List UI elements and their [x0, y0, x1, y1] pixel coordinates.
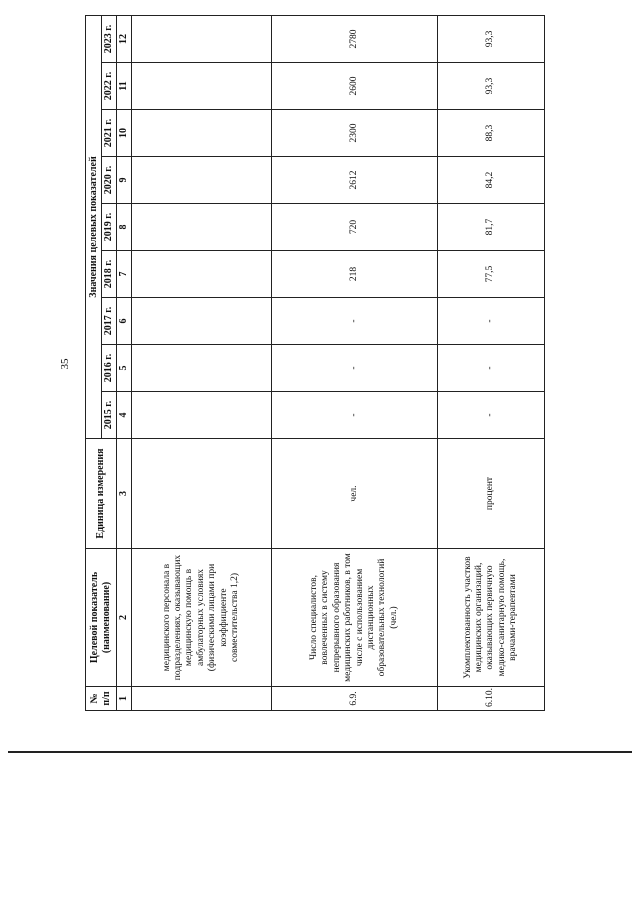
row-value: -: [272, 345, 438, 392]
column-number: 7: [117, 251, 132, 298]
header-year: 2023 г.: [102, 15, 117, 62]
header-year: 2018 г.: [102, 251, 117, 298]
row-value: 93,3: [438, 63, 545, 110]
row-unit: [132, 439, 272, 549]
row-value: 93,3: [438, 15, 545, 62]
row-num: 6.9.: [272, 687, 438, 711]
row-value: 218: [272, 251, 438, 298]
column-number: 1: [117, 687, 132, 711]
row-value: [132, 204, 272, 251]
row-value: 84,2: [438, 157, 545, 204]
row-num: [132, 687, 272, 711]
row-value: [132, 157, 272, 204]
column-number: 3: [117, 439, 132, 549]
column-number: 5: [117, 345, 132, 392]
row-value: -: [438, 392, 545, 439]
header-year: 2021 г.: [102, 110, 117, 157]
row-value: -: [272, 298, 438, 345]
column-number: 6: [117, 298, 132, 345]
row-value: 81,7: [438, 204, 545, 251]
page-number: 35: [59, 358, 71, 370]
row-value: 77,5: [438, 251, 545, 298]
row-value: 2780: [272, 15, 438, 62]
column-number: 11: [117, 63, 132, 110]
row-value: 2300: [272, 110, 438, 157]
row-value: -: [438, 298, 545, 345]
row-value: -: [438, 345, 545, 392]
column-number: 9: [117, 157, 132, 204]
indicators-table: [85, 15, 545, 711]
row-value: 2612: [272, 157, 438, 204]
column-number: 12: [117, 15, 132, 62]
row-value: [132, 15, 272, 62]
column-number: 2: [117, 549, 132, 687]
header-unit: Единица измерения: [86, 439, 117, 549]
rotated-table-container: [85, 16, 540, 711]
row-num: 6.10.: [438, 687, 545, 711]
table-row: [132, 15, 272, 710]
header-year: 2015 г.: [102, 392, 117, 439]
row-indicator-name: Укомплектованность участков медицинских организаций, оказывающих первичную медико-санитарную помощь, врачами-терапевтами: [438, 549, 545, 687]
row-value: [132, 110, 272, 157]
row-value: [132, 298, 272, 345]
header-year: 2022 г.: [102, 63, 117, 110]
table-row: [438, 15, 545, 710]
row-value: [132, 63, 272, 110]
row-unit: чел.: [272, 439, 438, 549]
row-unit: процент: [438, 439, 545, 549]
header-year: 2017 г.: [102, 298, 117, 345]
table-row: [272, 15, 438, 710]
row-value: 2600: [272, 63, 438, 110]
header-values-group: Значения целевых показателей: [86, 15, 102, 438]
row-value: [132, 392, 272, 439]
row-indicator-name: медицинского персонала в подразделениях, оказывающих медицинскую помощь в амбулаторных условиях (физическими лицами при коэффициенте совместительства 1,2): [132, 549, 272, 687]
column-number: 4: [117, 392, 132, 439]
header-year: 2016 г.: [102, 345, 117, 392]
column-number: 8: [117, 204, 132, 251]
row-value: [132, 251, 272, 298]
header-year: 2019 г.: [102, 204, 117, 251]
header-num: № п/п: [86, 687, 117, 711]
row-value: -: [272, 392, 438, 439]
row-value: 720: [272, 204, 438, 251]
column-number: 10: [117, 110, 132, 157]
row-indicator-name: Число специалистов, вовлеченных в систему непрерывного образования медицинских работников, в том числе с использованием дистанционных образовательных технологий (чел.): [272, 549, 438, 687]
header-year: 2020 г.: [102, 157, 117, 204]
page-divider-line: [8, 751, 632, 753]
header-indicator: Целевой показатель (наименование): [86, 549, 117, 687]
row-value: 88,3: [438, 110, 545, 157]
row-value: [132, 345, 272, 392]
